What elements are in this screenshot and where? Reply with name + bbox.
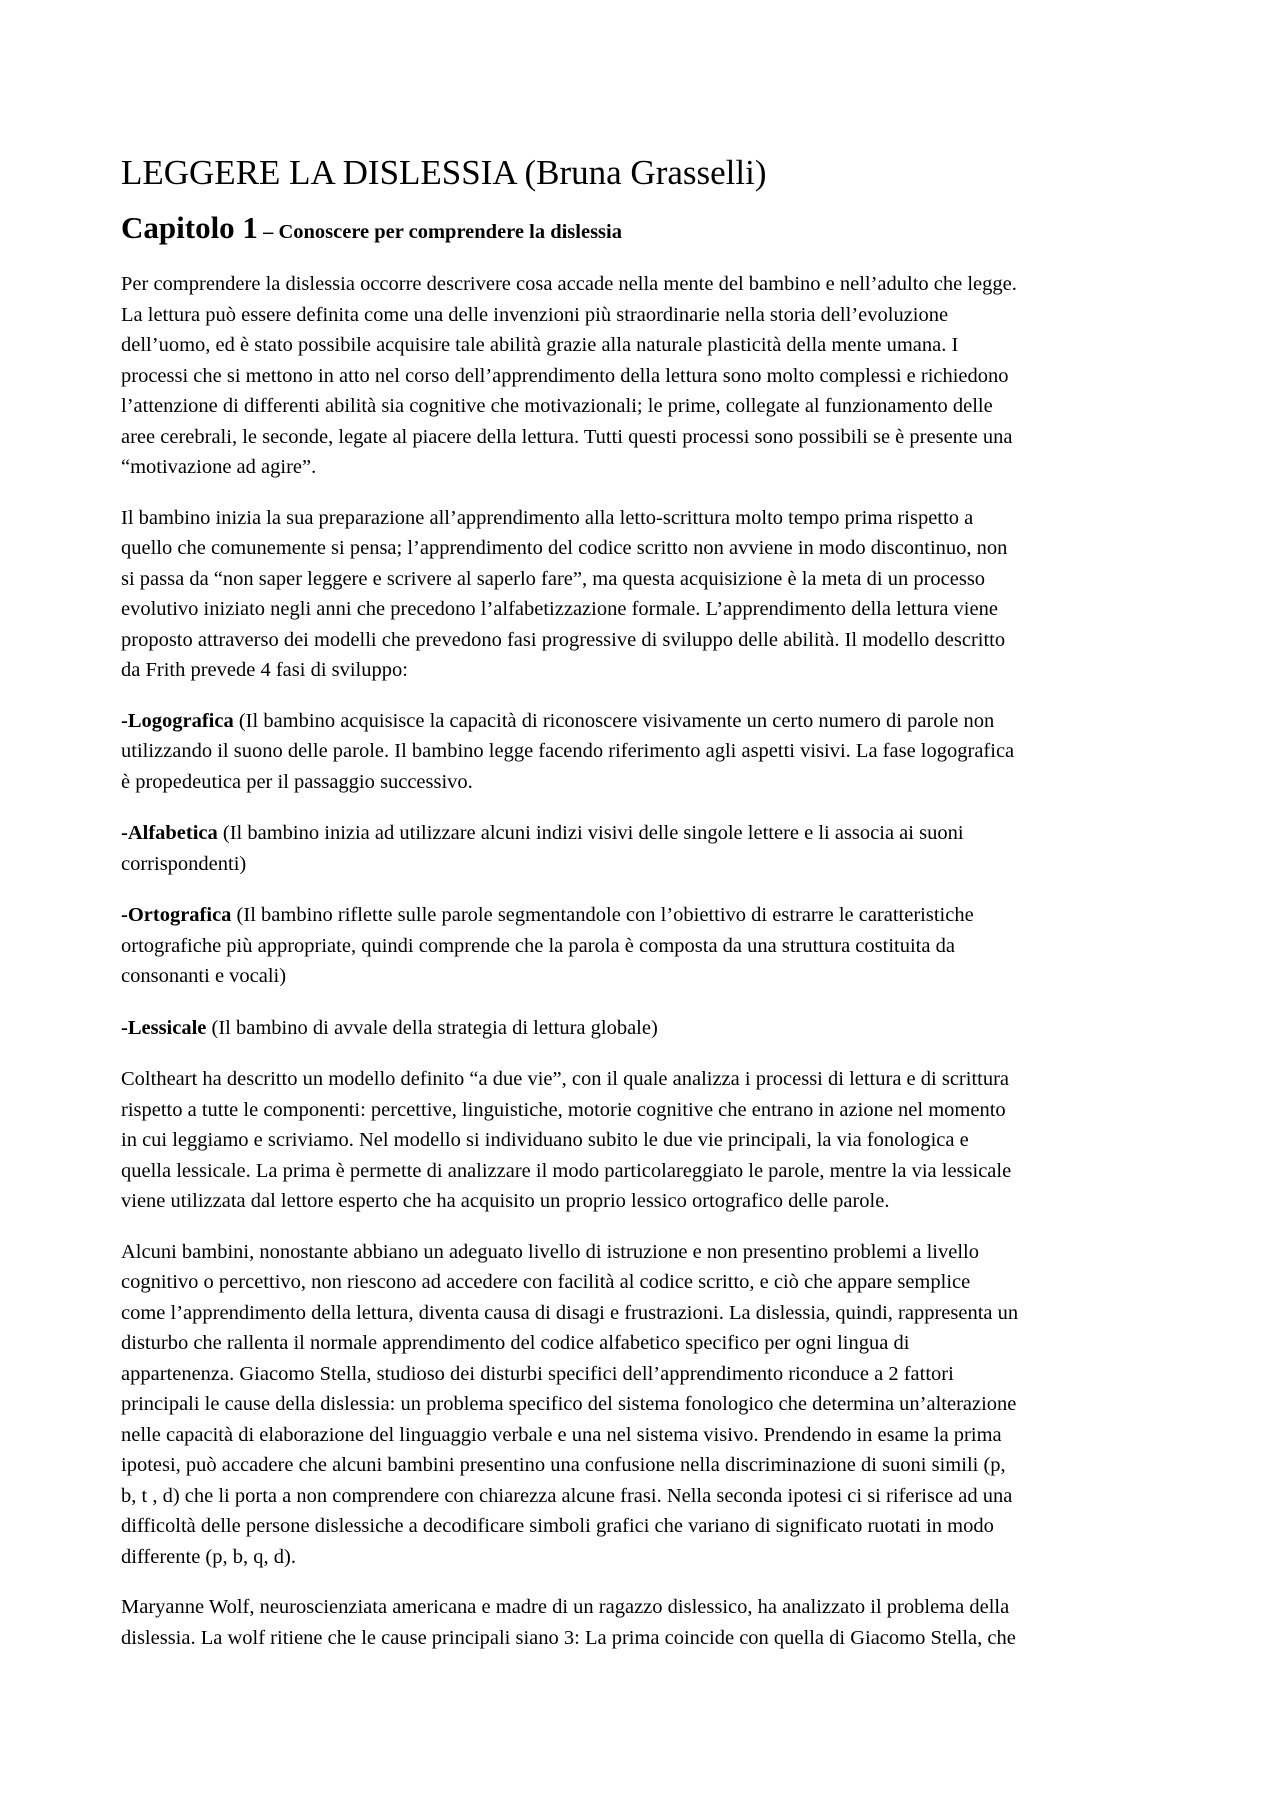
text-line: nelle capacità di elaborazione del linguaggio verbale e una nel sistema visivo. Prendendo in esame la prima [121, 1423, 1002, 1446]
phase-term: -Ortografica [121, 904, 232, 926]
phase-lessicale [121, 1013, 1166, 1044]
text-line [121, 900, 1166, 931]
phase-term: -Logografica [121, 709, 234, 732]
text-line: aree cerebrali, le seconde, legate al piacere della lettura. Tutti questi processi sono possibili se è presente una [121, 425, 1013, 448]
text-line: in cui leggiamo e scriviamo. Nel modello si individuano subito le due vie principali, la via fonologica e [121, 1129, 969, 1151]
text-line: Maryanne Wolf, neuroscienziata americana e madre di un ragazzo dislessico, ha analizzato il problema della [121, 1596, 1010, 1618]
text-line: Alcuni bambini, nonostante abbiano un adeguato livello di istruzione e non presentino problemi a livello [121, 1240, 979, 1263]
text-line: b, t , d) che li porta a non comprendere con chiarezza alcune frasi. Nella seconda ipotesi ci si riferisce ad una [121, 1484, 1013, 1507]
phase-alfabetica [121, 818, 1166, 879]
phase-logografica [121, 706, 1166, 798]
text-line: ortografiche più appropriate, quindi comprende che la parola è composta da una struttura costituita da [121, 934, 955, 957]
text-line: da Frith prevede 4 fasi di sviluppo: [121, 659, 408, 681]
text-line: Coltheart ha descritto un modello definito “a due vie”, con il quale analizza i processi di lettura e di scrittura [121, 1068, 1010, 1090]
phase-text: (Il bambino acquisisce la capacità di riconoscere visivamente un certo numero di parole non [233, 709, 995, 732]
text-line: è propedeutica per il passaggio successivo. [121, 770, 473, 793]
text-line: evolutivo iniziato negli anni che precedono l’alfabetizzazione formale. L’apprendimento della lettura viene [121, 598, 998, 620]
phase-text: (Il bambino di avvale della strategia di lettura globale) [206, 1016, 658, 1039]
text-line: difficoltà delle persone dislessiche a decodificare simboli grafici che variano di significato ruotati in modo [121, 1515, 994, 1537]
text-line [121, 706, 1166, 737]
paragraph-causes [121, 1237, 1166, 1573]
text-line: si passa da “non saper leggere e scrivere al saperlo fare”, ma questa acquisizione è la meta di un processo [121, 567, 986, 590]
text-line: differente (p, b, q, d). [121, 1545, 296, 1568]
text-line: processi che si mettono in atto nel corso dell’apprendimento della lettura sono molto complessi e richiedono [121, 364, 1009, 387]
phase-text: (Il bambino inizia ad utilizzare alcuni indizi visivi delle singole lettere e li associa ai suoni [217, 822, 964, 844]
text-line: Per comprendere la dislessia occorre descrivere cosa accade nella mente del bambino e nell’adulto che legge. [121, 273, 1017, 295]
text-line: l’attenzione di differenti abilità sia cognitive che motivazionali; le prime, collegate al funzionamento delle [121, 395, 993, 417]
text-line: utilizzando il suono delle parole. Il bambino legge facendo riferimento agli aspetti visivi. La fase logografica [121, 740, 1015, 762]
phase-term: -Lessicale [121, 1016, 207, 1039]
text-line: appartenenza. Giacomo Stella, studioso dei disturbi specifici dell’apprendimento riconduce a 2 fattori [121, 1362, 954, 1385]
text-line: consonanti e vocali) [121, 965, 287, 987]
text-line: disturbo che rallenta il normale apprendimento del codice alfabetico specifico per ogni lingua di [121, 1332, 910, 1354]
text-line: Il bambino inizia la sua preparazione all’apprendimento alla letto-scrittura molto tempo prima rispetto a [121, 506, 974, 529]
text-line: corrispondenti) [121, 852, 247, 875]
text-line: rispetto a tutte le componenti: percettive, linguistiche, motorie cognitive che entrano in azione nel momento [121, 1098, 1006, 1121]
text-line [121, 818, 1166, 849]
text-line: dell’uomo, ed è stato possibile acquisire tale abilità grazie alla naturale plasticità della mente umana. I [121, 334, 959, 356]
text-line [121, 1013, 1166, 1044]
paragraph-coltheart [121, 1064, 1166, 1217]
text-line: principali le cause della dislessia: un problema specifico del sistema fonologico che determina un’alterazione [121, 1393, 1017, 1415]
text-line: quella lessicale. La prima è permette di analizzare il modo particolareggiato le parole, mentre la via lessicale [121, 1159, 1012, 1182]
chapter-heading [121, 208, 1166, 252]
chapter-number: Capitolo 1 [121, 210, 258, 245]
text-line: quello che comunemente si pensa; l’apprendimento del codice scritto non avviene in modo discontinuo, non [121, 537, 1008, 559]
text-line: ipotesi, può accadere che alcuni bambini presentino una confusione nella discriminazione di suoni simili (p, [121, 1454, 1006, 1476]
document-page [121, 150, 1166, 1673]
text-line: viene utilizzata dal lettore esperto che ha acquisito un proprio lessico ortografico delle parole. [121, 1190, 890, 1212]
text-line: come l’apprendimento della lettura, diventa causa di disagi e frustrazioni. La dislessia, quindi, rappresenta un [121, 1301, 1019, 1324]
text-line: dislessia. La wolf ritiene che le cause principali siano 3: La prima coincide con quella di Giacomo Stella, che [121, 1626, 1016, 1649]
text-line: proposto attraverso dei modelli che prevedono fasi progressive di sviluppo delle abilità. Il modello descritto [121, 628, 1006, 651]
document-title: LEGGERE LA DISLESSIA (Bruna Grasselli) [121, 153, 767, 192]
text-line: La lettura può essere definita come una delle invenzioni più straordinarie nella storia dell’evoluzione [121, 303, 949, 326]
paragraph-intro [121, 269, 1166, 483]
paragraph-development [121, 503, 1166, 686]
text-line: “motivazione ad agire”. [121, 456, 317, 478]
chapter-subtitle: – Conoscere per comprendere la dislessia [257, 221, 622, 243]
text-line: cognitivo o percettivo, non riescono ad accedere con facilità al codice scritto, e ciò che appare semplice [121, 1271, 971, 1293]
phase-ortografica [121, 900, 1166, 992]
phase-text: (Il bambino riflette sulle parole segmentandole con l’obiettivo di estrarre le caratteristiche [231, 904, 974, 926]
paragraph-wolf [121, 1592, 1166, 1653]
phase-term: -Alfabetica [121, 822, 218, 844]
